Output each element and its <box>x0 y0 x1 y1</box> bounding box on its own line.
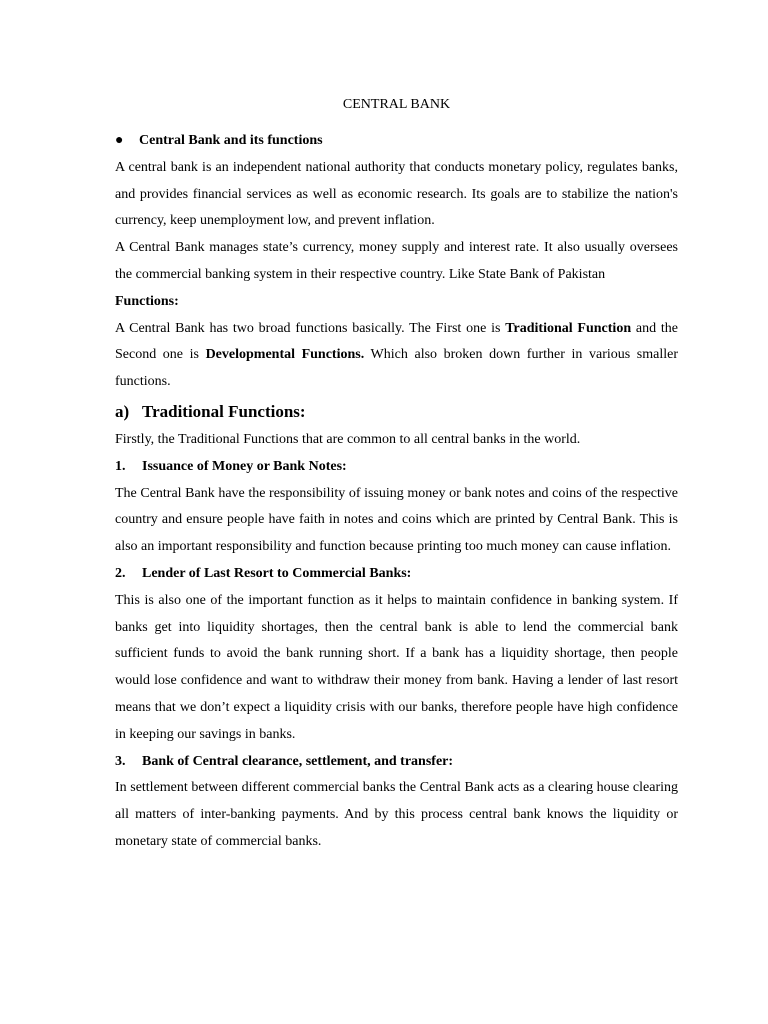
item-heading: Bank of Central clearance, settlement, and transfer: <box>142 753 454 769</box>
item-heading: Lender of Last Resort to Commercial Banks: <box>142 565 412 581</box>
traditional-intro-paragraph: Firstly, the Traditional Functions that are common to all central banks in the world. <box>115 431 581 447</box>
numbered-heading-2 <box>115 561 678 588</box>
section-title: Traditional Functions: <box>142 401 306 421</box>
section-heading-traditional <box>115 399 678 425</box>
functions-label: Functions: <box>115 293 179 309</box>
bullet-heading-text: Central Bank and its functions <box>139 133 323 148</box>
item-paragraph-2: This is also one of the important function as it helps to maintain confidence in banking system. If banks get into liquidity shortages, then the central bank is able to lend the commercial bank sufficient funds to avoid the bank running short. If a bank has a liquidity shortage, then people would lose confidence and want to withdraw their money from bank. Having a lender of last resort means that we don’t expect a liquidity crisis with our banks, therefore people have high confidence in keeping our savings in banks. <box>115 592 678 742</box>
functions-text-3: Which also broken down further in various smaller functions. <box>115 347 678 390</box>
functions-text-2: and the Second one is <box>115 320 679 363</box>
bullet-icon: ● <box>115 133 124 148</box>
traditional-function-term: Traditional Function <box>505 320 632 336</box>
bullet-heading <box>115 128 678 155</box>
developmental-functions-term: Developmental Functions. <box>205 347 365 363</box>
functions-paragraph <box>115 316 678 396</box>
item-number: 3. <box>115 753 126 769</box>
item-number: 2. <box>115 565 126 581</box>
item-paragraph-3: In settlement between different commercial banks the Central Bank acts as a clearing house clearing all matters of inter-banking payments. And by this process central bank knows the liquidity or monetary state of commercial banks. <box>115 780 678 849</box>
section-marker: a) <box>115 401 130 421</box>
intro-paragraph: A central bank is an independent national authority that conducts monetary policy, regulates banks, and provides financial services as well as economic research. Its goals are to stabilize the nation's currency, keep unemployment low, and prevent inflation. <box>115 159 678 229</box>
numbered-heading-3 <box>115 749 678 776</box>
document-body <box>115 96 678 856</box>
item-number: 1. <box>115 458 126 474</box>
functions-text-1: A Central Bank has two broad functions basically. The First one is <box>115 320 506 336</box>
management-paragraph: A Central Bank manages state’s currency, money supply and interest rate. It also usually oversees the commercial banking system in their respective country. Like State Bank of Pakistan <box>115 240 678 282</box>
document-title: CENTRAL BANK <box>342 97 451 112</box>
item-paragraph-1: The Central Bank have the responsibility of issuing money or bank notes and coins of the respective country and ensure people have faith in notes and coins which are printed by Central Bank. This is also an important responsibility and function because printing too much money can cause inflation. <box>115 485 678 555</box>
numbered-heading-1 <box>115 454 678 481</box>
item-heading: Issuance of Money or Bank Notes: <box>142 458 347 474</box>
